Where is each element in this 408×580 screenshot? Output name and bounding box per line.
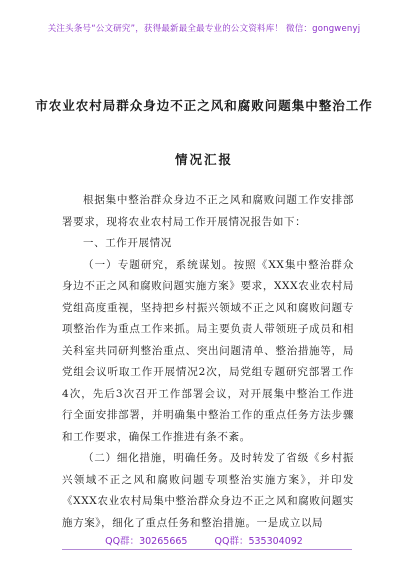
paragraph-section-1: （一）专题研究，系统谋划。按照《XX集中整治群众身边不正之风和腐败问题实施方案》要求，XXX农业农村局党组高度重视，坚持把乡村振兴领域不正之风和腐败问题专项整治作为重点工作来抓。局主要负责人带领班子成员和相关科室共同研判整治重点、突出问题清单、整治措施等，局党组会议听取工作开展情况2次，局党组专题研究部署工作4次，先后3次召开工作部署会议，对开展集中整治工作进行全面安排部署，并明确集中整治工作的重点任务方法步骤和工作要求，确保工作推进有条不紊。: [62, 258, 354, 443]
document-title: 市农业农村局群众身边不正之风和腐败问题集中整治工作: [35, 98, 373, 113]
footer-qq-group-2: QQ群：535304092: [214, 536, 303, 547]
document-subtitle: 情况汇报: [174, 152, 233, 167]
footer-rule: [62, 549, 352, 550]
header-banner: 关注头条号“公文研究”，获得最新最全最专业的公文资料库！ 微信：gongwenyj: [47, 24, 361, 34]
footer: [0, 533, 408, 547]
section-heading: 一、工作开展情况: [83, 237, 172, 249]
document-body: [62, 190, 354, 534]
paragraph-section-2: （二）细化措施，明确任务。及时转发了省级《乡村振兴领域不正之风和腐败问题专项整治实施方案》，并印发《XXX农业农村局集中整治群众身边不正之风和腐败问题实施方案》，细化了重点任务和整治措施。一是成立以局: [62, 452, 354, 529]
footer-qq-group-1: QQ群：30265665: [105, 536, 188, 547]
paragraph-intro: 根据集中整治群众身边不正之风和腐败问题工作安排部署要求，现将农业农村局工作开展情况报告如下：: [62, 194, 354, 228]
